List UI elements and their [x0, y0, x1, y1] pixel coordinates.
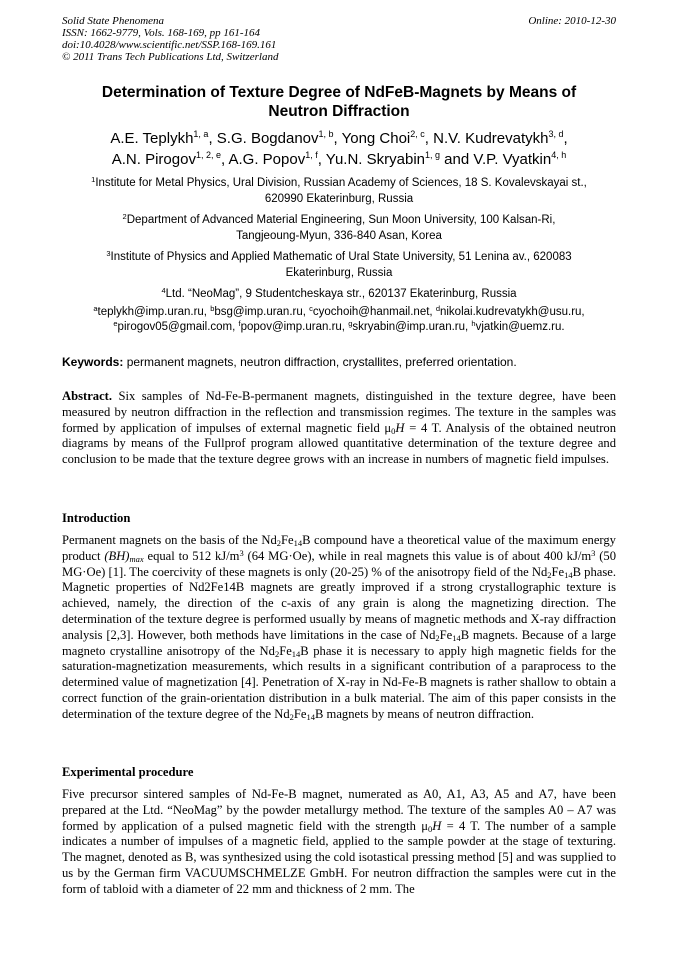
journal-name: Solid State Phenomena [62, 15, 165, 27]
online-date: Online: 2010-12-30 [528, 15, 616, 27]
subscript: 2 [276, 538, 282, 548]
experimental-paragraph [62, 787, 616, 898]
affiliation-sup: 4 [161, 286, 166, 295]
email-sup: c [309, 304, 313, 313]
affiliation-list [62, 176, 616, 309]
email-link[interactable]: popov@imp.uran.ru, [240, 321, 349, 333]
email-link[interactable]: pirogov05@gmail.com, [117, 321, 239, 333]
subscript: 0 [427, 823, 433, 834]
affiliation-line: Tangjeoung-Myun, 336-840 Asan, Korea [236, 229, 442, 242]
author-line-1 [62, 128, 616, 149]
author-list [62, 128, 616, 170]
affiliation-line: Ltd. “NeoMag”, 9 Studentcheskaya str., 620137 Ekaterinburg, Russia [165, 288, 517, 300]
email-link[interactable]: nikolai.kudrevatykh@usu.ru, [439, 306, 585, 318]
email-line-2 [62, 320, 616, 335]
body-text: equal to 512 kJ/m [143, 548, 240, 563]
email-list [62, 305, 616, 335]
author-name: A.N. Pirogov [111, 151, 196, 168]
keywords [62, 355, 616, 370]
affiliation [62, 213, 616, 244]
italic-symbol: (BH) [104, 548, 130, 563]
abstract-text: = 4 T. Analysis of the obtained neutron diagrams by means of the Fullprof program allowed quantitative determination of the texture degree and conclusion to be made that the texture degree grows with an increase in numbers of magnetic field impulses. [62, 420, 616, 467]
journal-header [62, 15, 278, 63]
affiliation-sup: 3 [106, 249, 111, 258]
author-sup: 1, b [318, 129, 334, 139]
email-line-1 [62, 305, 616, 320]
author-sup: 2, c [410, 129, 425, 139]
subscript: 2 [435, 632, 440, 643]
author-sep: , [563, 130, 568, 147]
keywords-label: Keywords: [62, 355, 124, 369]
affiliation-sup: 2 [122, 212, 127, 221]
author-name: A.E. Teplykh [110, 130, 194, 147]
author-name: and V.P. Vyatkin [440, 151, 552, 168]
email-link[interactable]: cyochoih@hanmail.net, [312, 306, 436, 318]
copyright-line: © 2011 Trans Tech Publications Ltd, Switzerland [62, 51, 279, 63]
author-name: , Yu.N. Skryabin [317, 151, 425, 168]
affiliation-sup: 1 [91, 175, 96, 184]
author-sup: 1, f [305, 150, 318, 160]
body-text: Fe [551, 564, 565, 579]
subscript: 0 [391, 425, 396, 436]
email-sup: h [471, 319, 476, 328]
subscript: 2 [289, 711, 294, 722]
abstract [62, 389, 616, 468]
superscript: 3 [239, 547, 244, 558]
email-sup: a [93, 304, 98, 313]
body-text: Five precursor sintered samples of Nd-Fe-B magnet, numerated as A0, A1, A3, A5 and A7, have been prepared at the Ltd. “NeoMag” by the powder metallurgy method. The texture of the samples A0 – A7 was formed by application of a pulsed magnetic field with the strength μ [62, 787, 616, 833]
email-sup: e [113, 319, 118, 328]
italic-symbol: H [432, 818, 442, 833]
email-link[interactable]: skryabin@imp.uran.ru, [352, 321, 472, 333]
affiliation-line: 620990 Ekaterinburg, Russia [264, 192, 414, 205]
abstract-label: Abstract. [62, 389, 113, 403]
abstract-text: Six samples of Nd-Fe-B-permanent magnets, distinguished in the texture degree, have been measured by neutron diffraction in the reflection and transmission regimes. The texture in the samples was formed by application of impulses of external magnetic field μ [62, 389, 616, 435]
email-sup: g [348, 319, 353, 328]
body-text: Fe [279, 643, 292, 658]
body-text: (64 MG·Oe), while in real magnets this value is of about 400 kJ/m [243, 548, 592, 563]
author-sup: 1, a [193, 129, 209, 139]
affiliation-line: Department of Advanced Material Engineering, Sun Moon University, 100 Kalsan-Ri, [126, 214, 556, 226]
body-text: Fe [439, 627, 453, 642]
issn-line: ISSN: 1662-9779, Vols. 168-169, pp 161-164 [62, 27, 260, 39]
body-text: B phase it is necessary to apply high magnetic fields for the saturation-magnetization measurements, which results in a significant contribution of a paraprocess to the determined value of magnetization [4]. Penetration of X-ray in Nd-Fe-B magnets is rather shallow to obtain a correct function of the grain-orientation distribution in a bulk material. The aim of this paper consists in the determination of the texture degree of the Nd [62, 643, 616, 721]
body-text: B compound have a theoretical value of the maximum energy product [62, 533, 616, 563]
body-text: (50 MG·Oe) [1]. The coercivity of these magnets is only (20-25) % of the anisotropy field of the Nd [62, 548, 617, 579]
author-name: , S.G. Bogdanov [208, 130, 319, 147]
subscript: 2 [274, 648, 280, 659]
email-link[interactable]: teplykh@imp.uran.ru, [97, 306, 211, 318]
author-name: , N.V. Kudrevatykh [424, 130, 549, 147]
author-sup: 3, d [548, 129, 564, 139]
body-text: Fe [281, 533, 294, 547]
subscript: 14 [293, 538, 303, 548]
email-link[interactable]: vjatkin@uemz.ru. [475, 321, 565, 333]
introduction-paragraph [62, 533, 616, 723]
email-link[interactable]: bsg@imp.uran.ru, [214, 306, 310, 318]
subscript: max [129, 553, 144, 564]
abstract-paragraph [62, 389, 616, 468]
body-text: Permanent magnets on the basis of the Nd [62, 533, 277, 547]
author-sup: 4, h [551, 150, 567, 160]
italic-symbol: H [395, 420, 405, 435]
subscript: 14 [291, 648, 301, 659]
title-line-1: Determination of Texture Degree of NdFeB-Magnets by Means of [101, 84, 577, 101]
introduction-body [62, 533, 616, 723]
affiliation-line: Institute of Physics and Applied Mathematic of Ural State University, 51 Lenina av., 620083 [110, 251, 572, 263]
doi-line[interactable]: doi:10.4028/www.scientific.net/SSP.168-169.161 [62, 39, 277, 51]
subscript: 2 [547, 569, 552, 580]
body-text: = 4 T. The number of a sample indicates a number of impulses of a magnetic field, applied to the sample powder at the stage of texturing. The magnet, denoted as B, was synthesized using the cold isotastical pressing method [5] and was supplied to us by the German firm VACUUMSCHMELZE GmbH. For neutron diffraction the samples were cut in the form of tabloid with a diameter of 22 mm and thickness of 2 mm. The [62, 818, 617, 896]
email-sup: b [210, 304, 215, 313]
subscript: 14 [564, 569, 573, 580]
keywords-text: permanent magnets, neutron diffraction, crystallites, preferred orientation. [123, 355, 517, 369]
affiliation-line: Institute for Metal Physics, Ural Division, Russian Academy of Sciences, 18 S. Kovalevskayai st., [95, 177, 587, 189]
author-sup: 1, 2, e [195, 150, 221, 160]
author-line-2 [62, 149, 616, 170]
body-text: B magnets by means of neutron diffraction. [315, 706, 535, 721]
superscript: 3 [591, 547, 596, 558]
paper-title [62, 83, 616, 121]
body-text: B phase. Magnetic properties of Nd2Fe14B magnets are greatly improved if a strong crystallographic texture is achieved, namely, the direction of the c-axis of any grain is along the magnetizing direction. The determination of the texture degree is performed usually by means of magnetic methods and X-ray diffraction analysis [2,3]. However, both methods have limitations in the case of Nd [62, 564, 617, 642]
section-heading-introduction: Introduction [62, 511, 131, 525]
affiliation [62, 176, 616, 207]
subscript: 14 [306, 711, 315, 722]
body-text: Fe [293, 706, 307, 721]
author-name: , Yong Choi [333, 130, 411, 147]
email-sup: d [435, 304, 440, 313]
experimental-body [62, 787, 616, 898]
affiliation-line: Ekaterinburg, Russia [285, 266, 393, 279]
affiliation [62, 287, 616, 303]
author-sup: 1, g [425, 150, 441, 160]
affiliation [62, 250, 616, 281]
body-text: B magnets. Because of a large magneto crystalline anisotropy of the Nd [62, 627, 616, 658]
subscript: 14 [452, 632, 461, 643]
title-line-2: Neutron Diffraction [268, 103, 410, 120]
author-name: , A.G. Popov [220, 151, 306, 168]
email-sup: f [238, 319, 241, 328]
section-heading-experimental: Experimental procedure [62, 765, 194, 779]
